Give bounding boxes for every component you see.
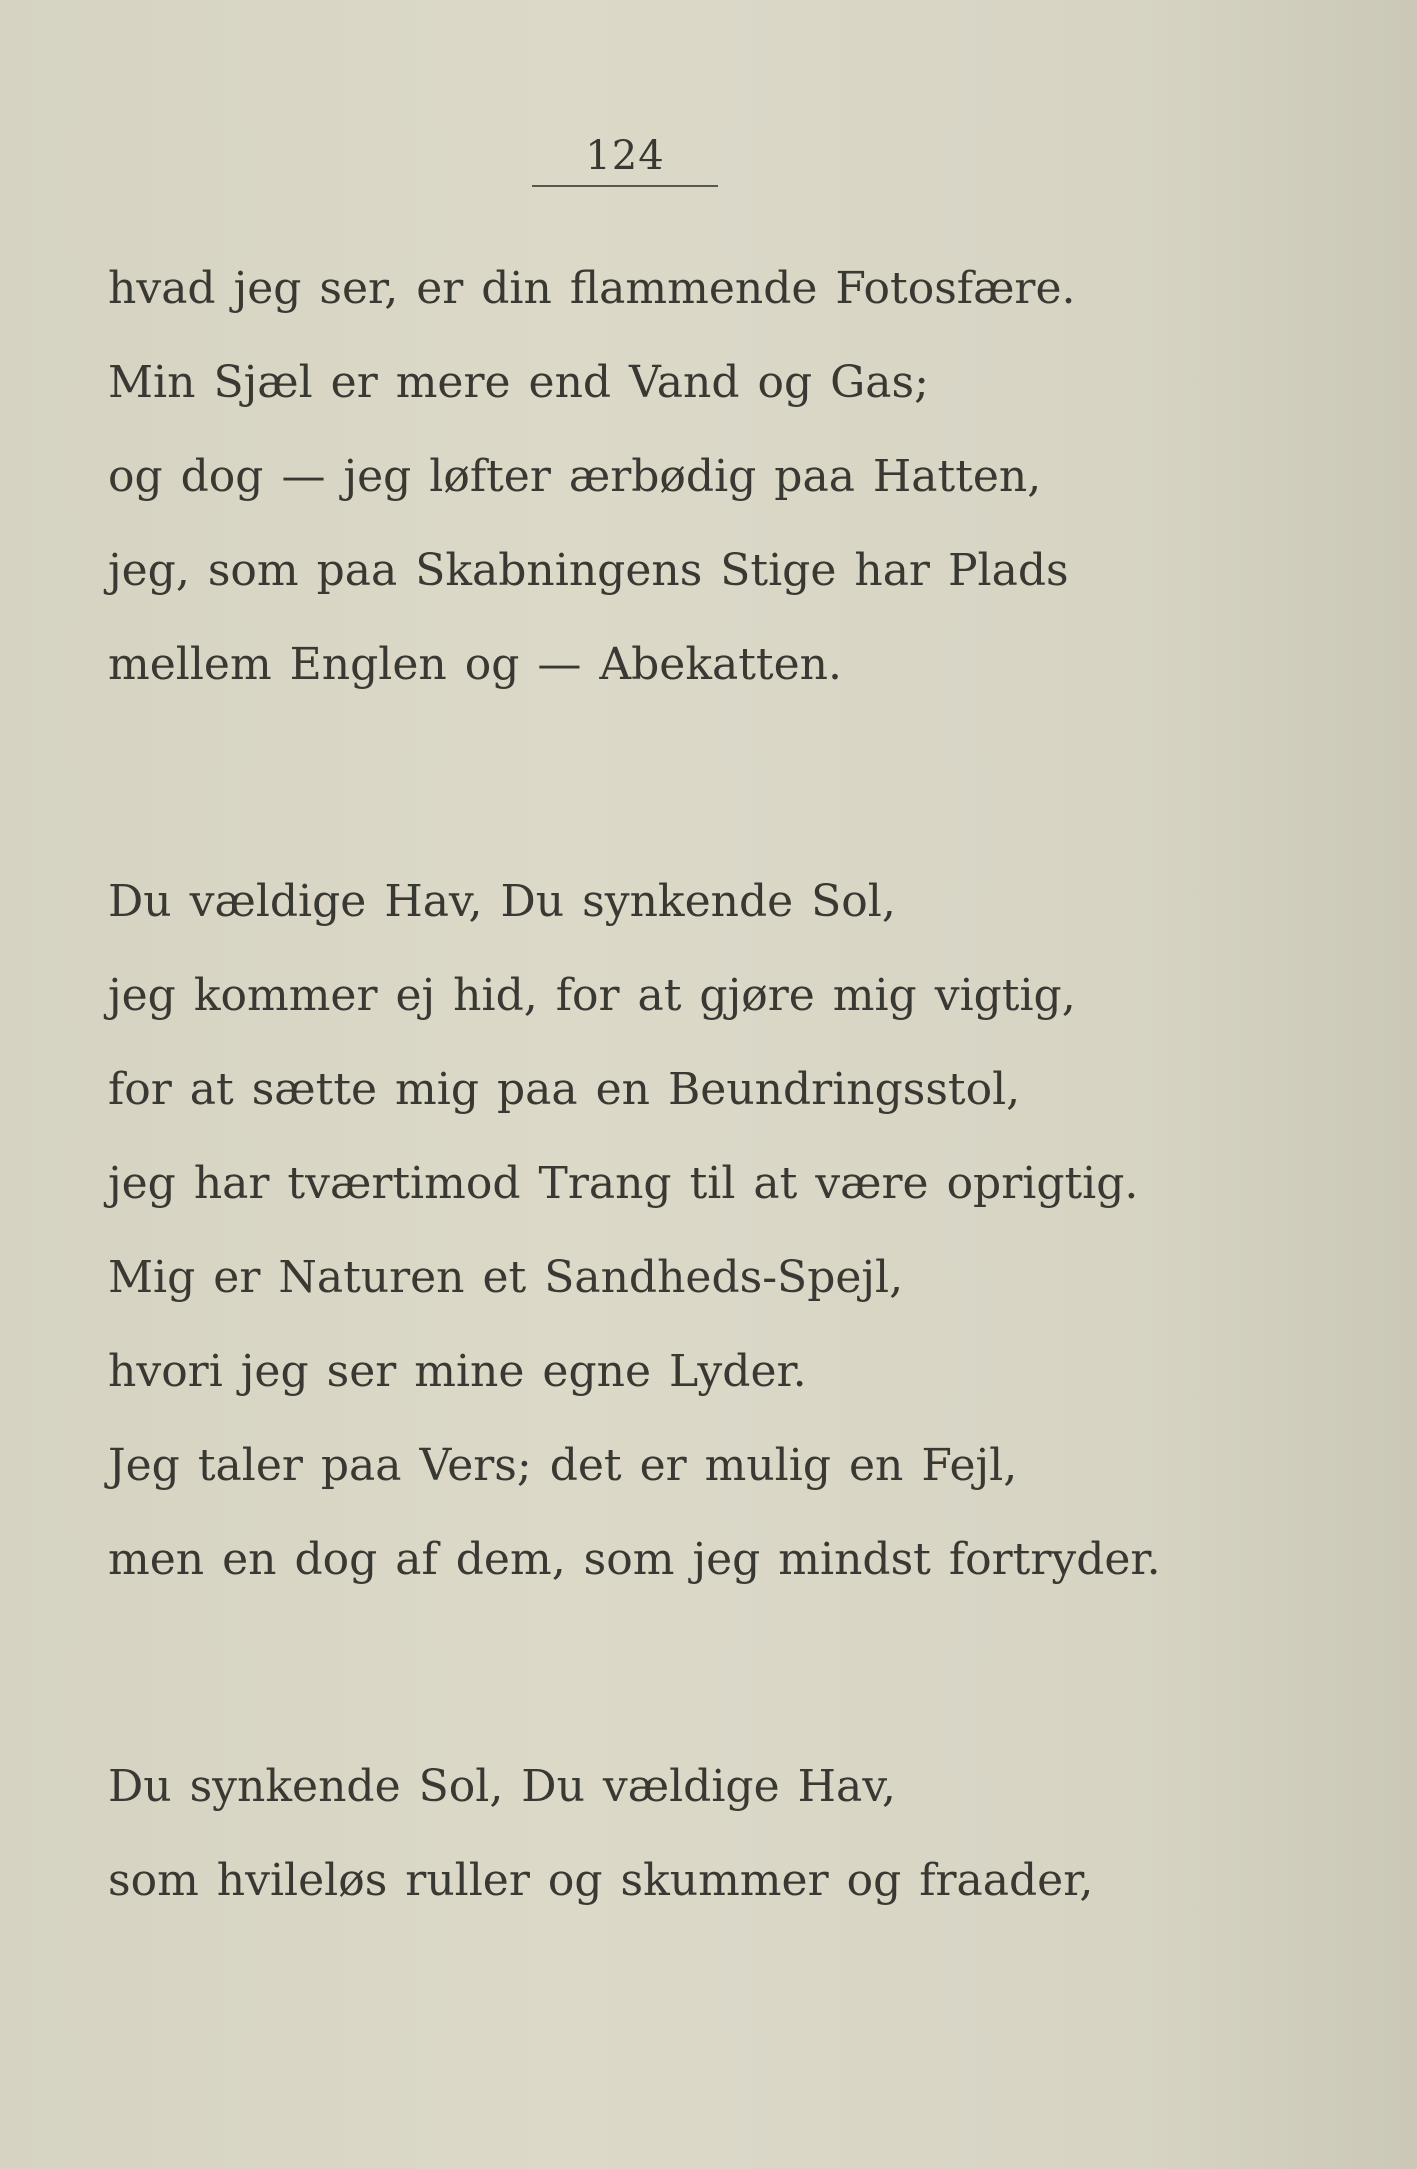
verse-line: Min Sjæl er mere end Vand og Gas; [108, 357, 929, 408]
stanza [108, 855, 1161, 1607]
verse-line: men en dog af dem, som jeg mindst fortryder. [108, 1534, 1161, 1585]
stanza [108, 242, 1076, 712]
verse-line: som hvileløs ruller og skummer og fraader, [108, 1855, 1094, 1906]
verse-line: Du vældige Hav, Du synkende Sol, [108, 876, 896, 927]
verse-line: hvad jeg ser, er din flammende Fotosfære. [108, 263, 1076, 314]
page-number-rule [532, 185, 718, 187]
verse-line: jeg har tværtimod Trang til at være oprigtig. [108, 1158, 1139, 1209]
verse-line: jeg, som paa Skabningens Stige har Plads [108, 545, 1069, 596]
verse-line: jeg kommer ej hid, for at gjøre mig vigtig, [108, 970, 1076, 1021]
verse-line: for at sætte mig paa en Beundringsstol, [108, 1064, 1021, 1115]
verse-line: Jeg taler paa Vers; det er mulig en Fejl, [108, 1440, 1018, 1491]
verse-line: mellem Englen og — Abekatten. [108, 639, 842, 690]
page-number: 124 [585, 133, 665, 179]
verse-line: hvori jeg ser mine egne Lyder. [108, 1346, 807, 1397]
verse-line: Mig er Naturen et Sandheds-Spejl, [108, 1252, 904, 1303]
stanza [108, 1740, 1093, 1928]
verse-line: Du synkende Sol, Du vældige Hav, [108, 1761, 896, 1812]
verse-line: og dog — jeg løfter ærbødig paa Hatten, [108, 451, 1042, 502]
